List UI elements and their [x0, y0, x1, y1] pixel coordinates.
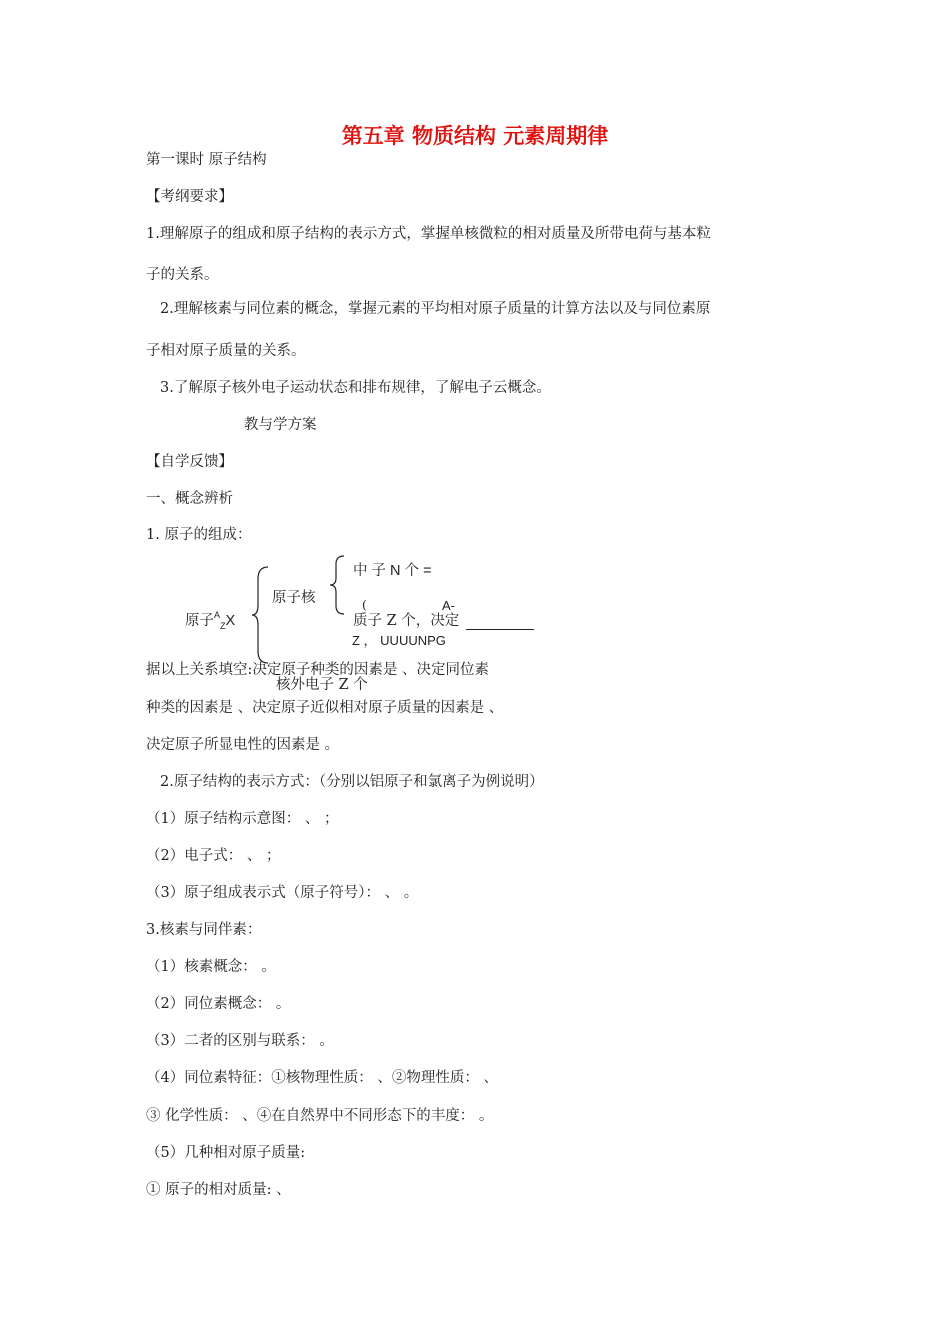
item-3-1: （1）核素概念： 。 [146, 959, 276, 975]
item-2-2: （2）电子式： 、 ； [146, 848, 281, 864]
open-paren: ( [362, 598, 367, 612]
item-2-heading: 2.原子结构的表示方式：（分别以铝原子和氯离子为例说明） [160, 774, 544, 790]
requirement-2-line-1: 2.理解核素与同位素的概念，掌握元素的平均相对原子质量的计算方法以及与同位素原 [160, 301, 711, 317]
section-requirements: 【考纲要求】 [146, 189, 233, 205]
concept-heading: 一、概念辨析 [146, 491, 233, 507]
item-3-3: （3）二者的区别与联系： 。 [146, 1033, 334, 1049]
inner-brace-icon [328, 554, 346, 616]
item-3-4-continued: ③ 化学性质： 、④在自然界中不同形态下的丰度： 。 [146, 1108, 494, 1124]
item-3-2: （2）同位素概念： 。 [146, 996, 291, 1012]
atom-label: 原子$^A_Z$X [185, 610, 236, 631]
proton-blank-underline [466, 629, 534, 630]
section-feedback: 【自学反馈】 [146, 454, 233, 470]
fill-line-2: 种类的因素是 、决定原子近似相对原子质量的因素是 、 [146, 700, 504, 716]
electron-label: 核外电子 Z 个 [276, 677, 368, 693]
a-minus-label: A- [442, 598, 455, 613]
fill-line-3: 决定原子所显电性的因素是 。 [146, 737, 340, 753]
item-2-3: （3）原子组成表示式（原子符号）： 、 。 [146, 885, 419, 901]
fill-line-1: 据以上关系填空:决定原子种类的因素是 、决定同位素 [146, 662, 489, 678]
requirement-2-line-2: 子相对原子质量的关系。 [146, 343, 306, 359]
requirement-3: 3.了解原子核外电子运动状态和排布规律，了解电子云概念。 [160, 380, 551, 396]
teaching-plan-heading: 教与学方案 [244, 417, 317, 433]
nucleus-label: 原子核 [272, 590, 316, 606]
proton-label: 质子 Z 个，决定 [353, 613, 460, 629]
item-3-5: （5）几种相对原子质量: [146, 1145, 306, 1161]
z-label: Z ， UUUUNPG [352, 633, 446, 648]
item-3-heading: 3.核素与同伴素： [146, 922, 262, 938]
lesson-title: 第一课时 原子结构 [146, 152, 267, 168]
item-1-heading: 1. 原子的组成： [146, 527, 252, 543]
requirement-1-line-2: 子的关系。 [146, 267, 219, 283]
item-3-5-1: ① 原子的相对质量: 、 [146, 1182, 291, 1198]
page-title: 第五章 物质结构 元素周期律 [341, 124, 609, 148]
requirement-1-line-1: 1.理解原子的组成和原子结构的表示方式，掌握单核微粒的相对质量及所带电荷与基本粒 [146, 226, 711, 242]
item-2-1: （1）原子结构示意图： 、 ； [146, 811, 339, 827]
neutron-label: 中 子 N 个 = [353, 563, 432, 579]
item-3-4: （4）同位素特征：①核物理性质： 、②物理性质： 、 [146, 1070, 498, 1086]
outer-brace-icon [250, 565, 270, 665]
